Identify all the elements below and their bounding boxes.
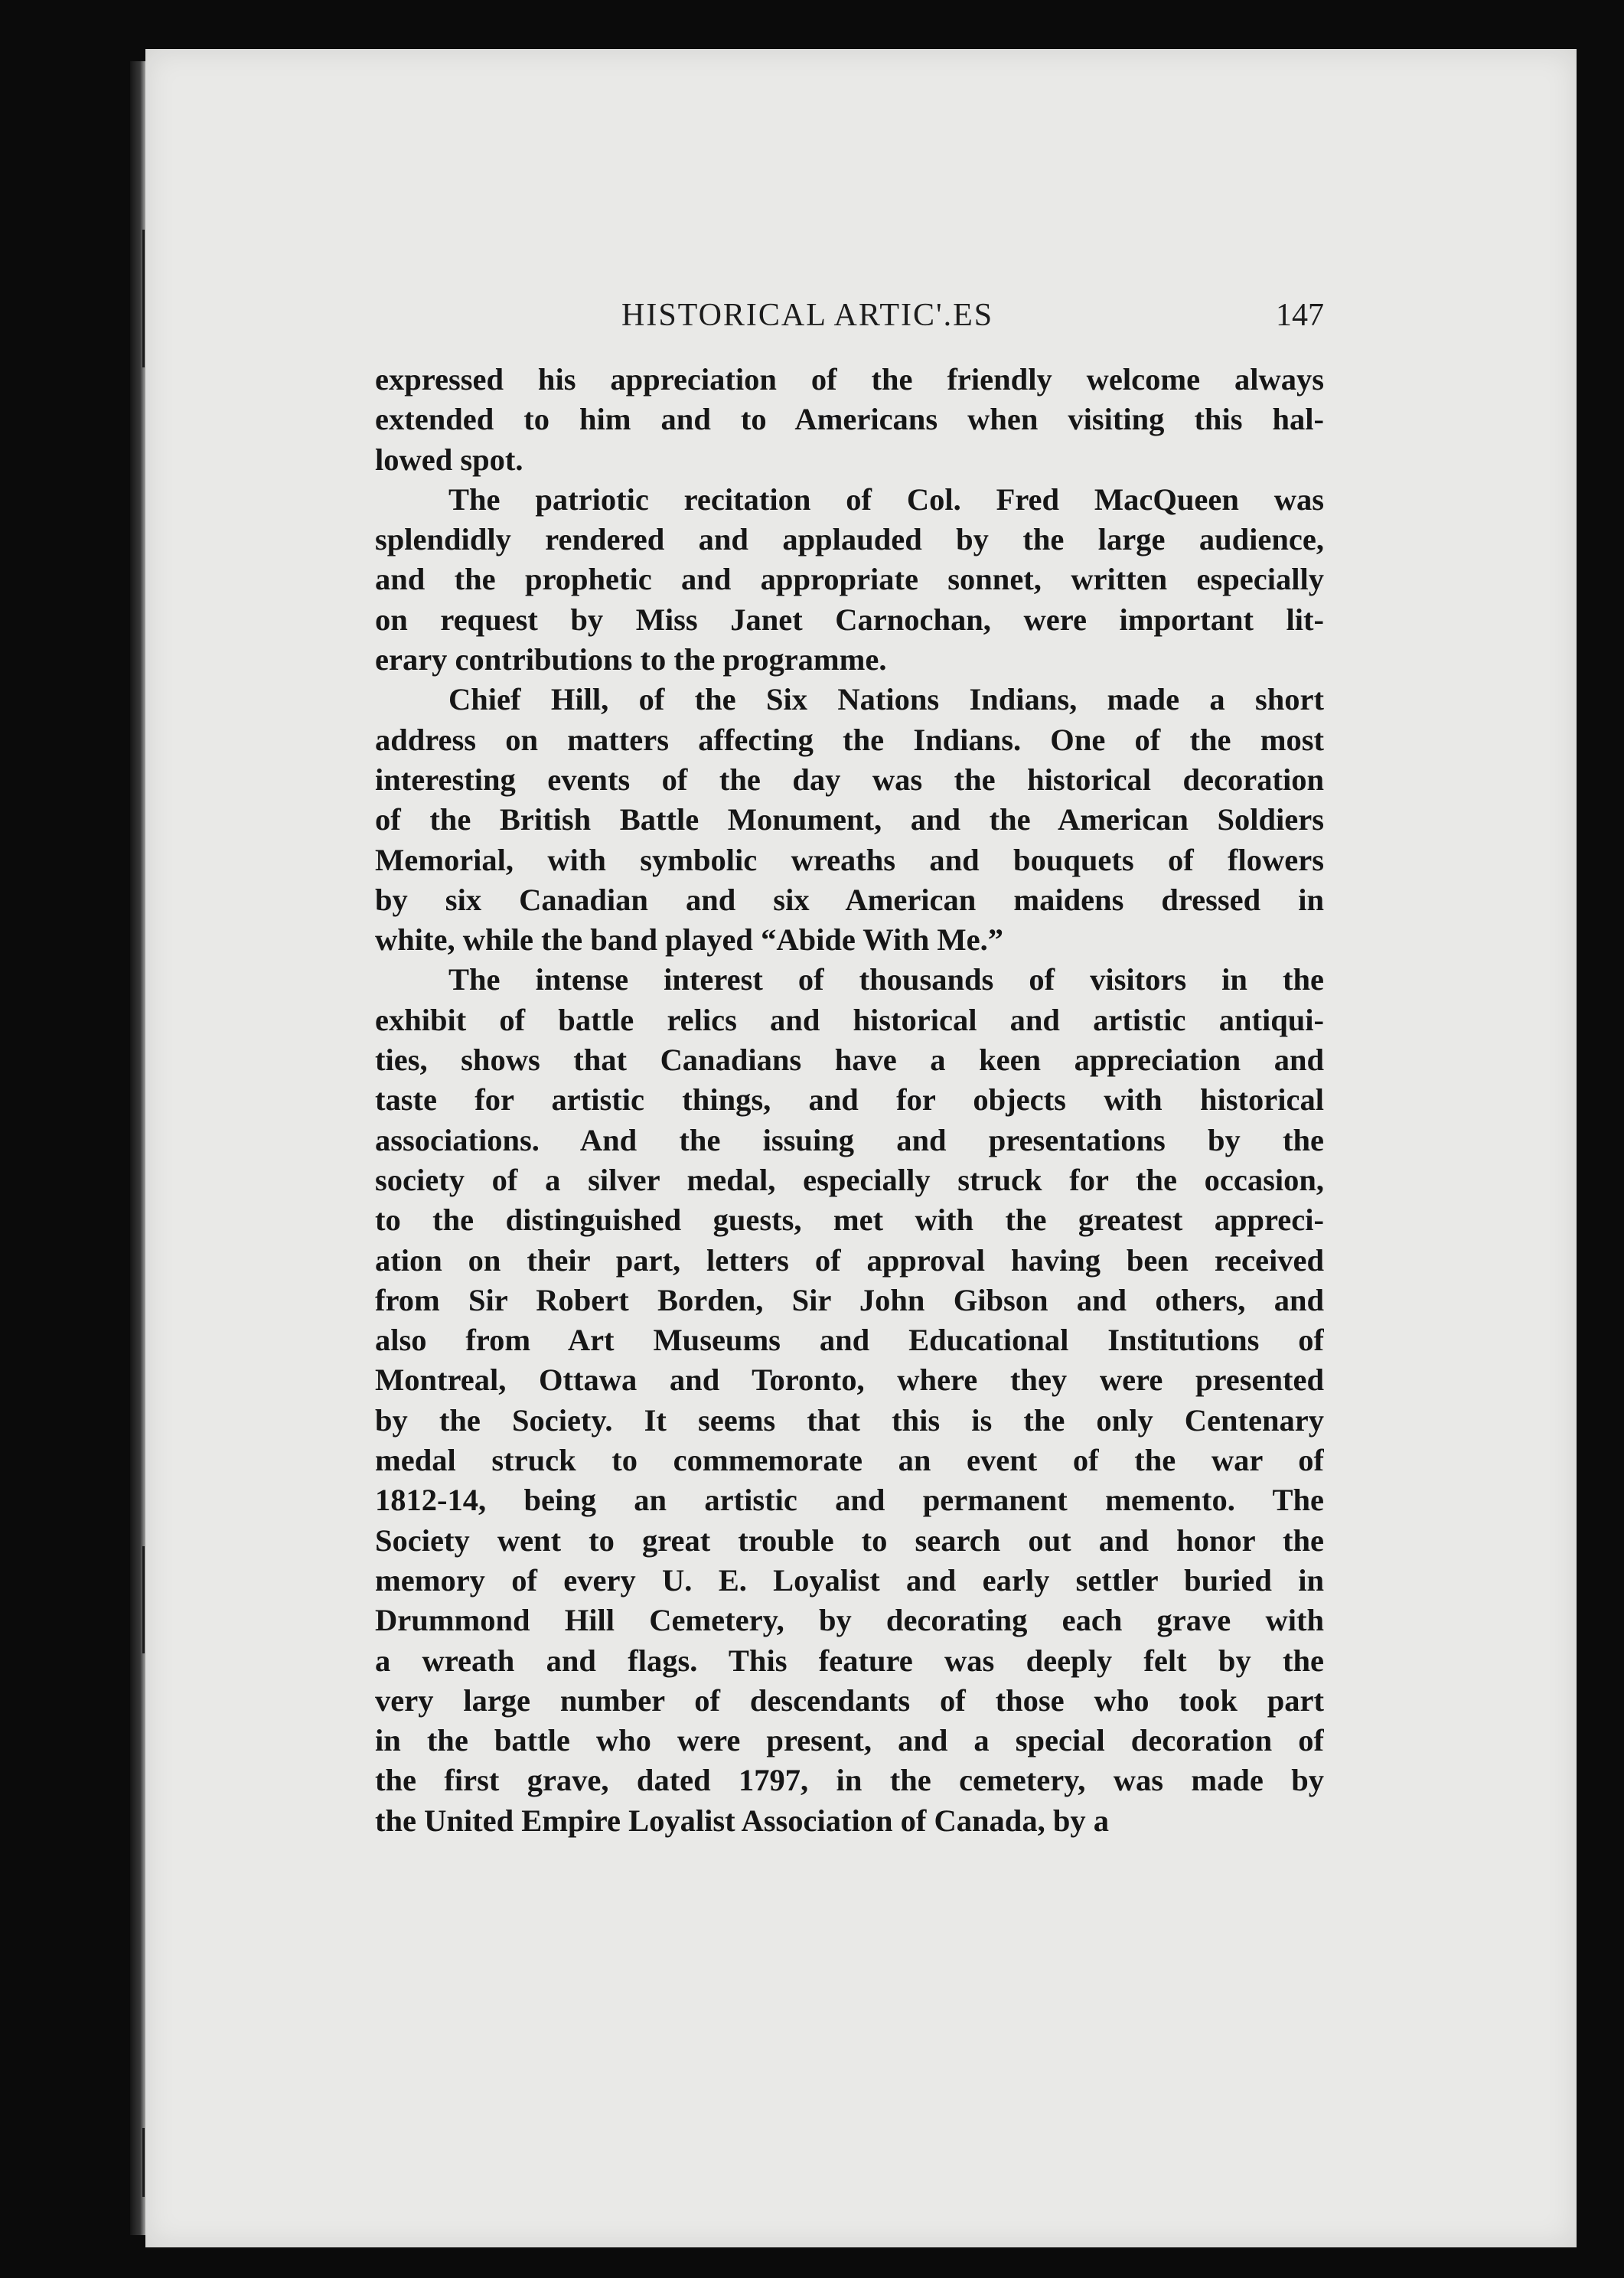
- text-line: the United Empire Loyalist Association of Canada, by a: [375, 1803, 1109, 1838]
- text-line: ation on their part, letters of approval having been received: [375, 1242, 1324, 1278]
- text-line: Society went to great trouble to search out and honor the: [375, 1522, 1324, 1558]
- text-line: medal struck to commemorate an event of the war of: [375, 1443, 1324, 1478]
- text-line: society of a silver medal, especially struck for the occasion,: [375, 1162, 1324, 1197]
- text-line: white, while the band played “Abide With Me.”: [375, 922, 1003, 958]
- page-header: [375, 297, 1324, 343]
- text-line: Memorial, with symbolic wreaths and bouquets of flowers: [375, 842, 1324, 877]
- text-line: a wreath and flags. This feature was deeply felt by the: [375, 1643, 1324, 1678]
- text-line: by six Canadian and six American maidens dressed in: [375, 882, 1324, 917]
- text-line: Drummond Hill Cemetery, by decorating each grave with: [375, 1603, 1324, 1638]
- text-line: associations. And the issuing and presentations by the: [375, 1122, 1324, 1157]
- paragraph: [375, 960, 1324, 1841]
- text-line: Chief Hill, of the Six Nations Indians, made a short: [448, 682, 1324, 717]
- text-line: Montreal, Ottawa and Toronto, where they were presented: [375, 1363, 1324, 1398]
- text-line: erary contributions to the programme.: [375, 642, 887, 677]
- text-line: address on matters affecting the Indians. One of the most: [375, 722, 1324, 757]
- paragraph: [375, 360, 1324, 480]
- running-head: HISTORICAL ARTIC'.ES: [621, 298, 994, 333]
- text-line: on request by Miss Janet Carnochan, were important lit-: [375, 602, 1324, 637]
- book-gutter: [130, 61, 147, 2235]
- paragraph: [375, 480, 1324, 680]
- text-line: lowed spot.: [375, 442, 523, 477]
- text-line: interesting events of the day was the historical decoration: [375, 762, 1324, 797]
- text-line: from Sir Robert Borden, Sir John Gibson and others, and: [375, 1282, 1324, 1317]
- text-line: in the battle who were present, and a special decoration of: [375, 1723, 1324, 1758]
- edge-mark: [142, 2128, 145, 2197]
- text-line: extended to him and to Americans when visiting this hal-: [375, 402, 1324, 437]
- text-line: by the Society. It seems that this is the only Centenary: [375, 1402, 1324, 1438]
- paragraph: [375, 680, 1324, 960]
- text-line: The patriotic recitation of Col. Fred MacQueen was: [448, 481, 1324, 517]
- text-line: memory of every U. E. Loyalist and early settler buried in: [375, 1562, 1324, 1598]
- text-line: The intense interest of thousands of visitors in the: [448, 962, 1324, 997]
- text-line: ties, shows that Canadians have a keen appreciation and: [375, 1043, 1324, 1078]
- text-line: very large number of descendants of those who took part: [375, 1682, 1324, 1718]
- edge-mark: [142, 230, 145, 367]
- text-line: of the British Battle Monument, and the American Soldiers: [375, 802, 1324, 837]
- body-text: [375, 360, 1324, 1841]
- text-line: exhibit of battle relics and historical and artistic antiqui-: [375, 1002, 1324, 1037]
- text-line: to the distinguished guests, met with the greatest appreci-: [375, 1203, 1324, 1238]
- text-line: the first grave, dated 1797, in the cemetery, was made by: [375, 1763, 1324, 1798]
- text-line: and the prophetic and appropriate sonnet, written especially: [375, 562, 1324, 597]
- page-number: 147: [1276, 298, 1324, 333]
- text-line: expressed his appreciation of the friendly welcome always: [375, 362, 1324, 397]
- text-line: taste for artistic things, and for objects with historical: [375, 1082, 1324, 1118]
- text-line: also from Art Museums and Educational Institutions of: [375, 1323, 1324, 1358]
- text-line: splendidly rendered and applauded by the large audience,: [375, 522, 1324, 557]
- text-line: 1812-14, being an artistic and permanent memento. The: [375, 1483, 1324, 1518]
- edge-mark: [142, 1546, 145, 1653]
